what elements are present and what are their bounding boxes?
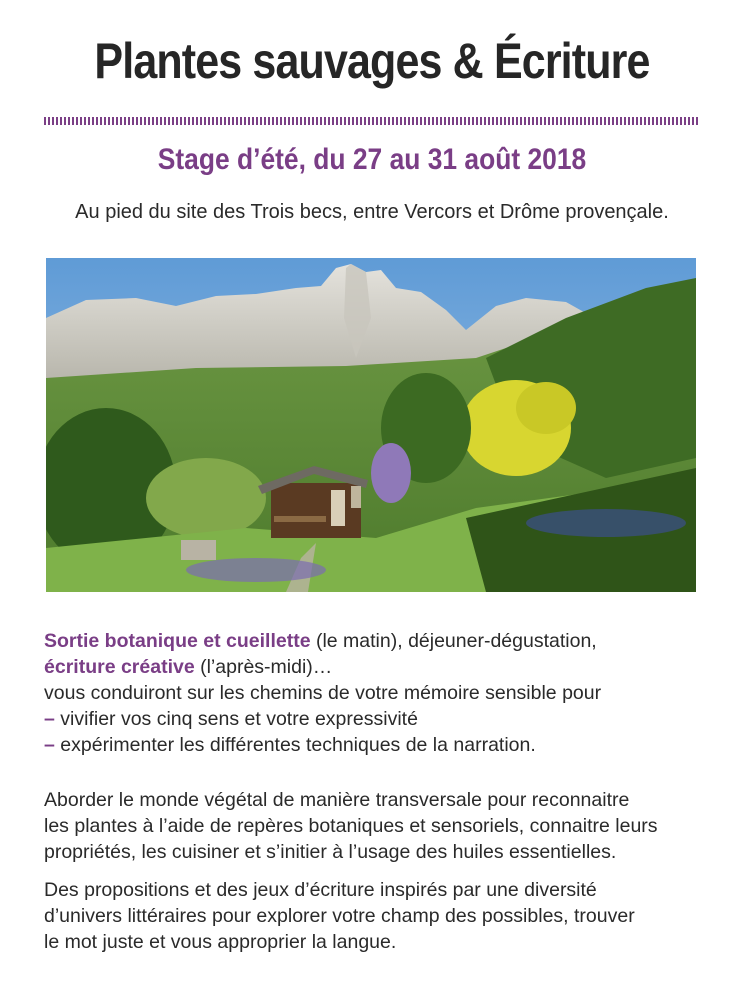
event-location: Au pied du site des Trois becs, entre Vercors et Drôme provençale.: [75, 201, 669, 223]
paragraph-line: d’univers littéraires pour explorer votre champ des possibles, trouver: [44, 905, 635, 927]
paragraph-line: les plantes à l’aide de repères botaniques et sensoriels, connaitre leurs: [44, 815, 658, 837]
landscape-photo: [46, 258, 696, 592]
bullet-dash: –: [44, 708, 55, 730]
page-title: Plantes sauvages & Écriture: [94, 33, 650, 89]
event-dates: Stage d’été, du 27 au 31 août 2018: [157, 143, 587, 176]
paragraph-line: le mot juste et vous approprier la langue.: [44, 931, 397, 953]
program-text-afternoon: (l’après-midi)…: [194, 656, 333, 678]
paragraph-line: propriétés, les cuisiner et s’initier à l’usage des huiles essentielles.: [44, 841, 617, 863]
bullet-item: [44, 732, 536, 758]
program-text-morning: (le matin), déjeuner-dégustation,: [310, 630, 597, 652]
bullet-text: expérimenter les différentes techniques de la narration.: [60, 734, 536, 756]
program-line-1: [44, 628, 597, 654]
paragraph-line: Des propositions et des jeux d’écriture inspirés par une diversité: [44, 879, 597, 901]
program-highlight-afternoon: écriture créative: [44, 656, 195, 678]
bullet-item: [44, 706, 418, 732]
dotted-divider: [44, 117, 698, 125]
program-highlight-morning: Sortie botanique et cueillette: [44, 630, 311, 652]
bullet-text: vivifier vos cinq sens et votre expressivité: [60, 708, 418, 730]
program-line-3: vous conduiront sur les chemins de votre mémoire sensible pour: [44, 682, 602, 704]
program-line-2: [44, 654, 332, 680]
paragraph-line: Aborder le monde végétal de manière transversale pour reconnaitre: [44, 789, 630, 811]
bullet-dash: –: [44, 734, 55, 756]
